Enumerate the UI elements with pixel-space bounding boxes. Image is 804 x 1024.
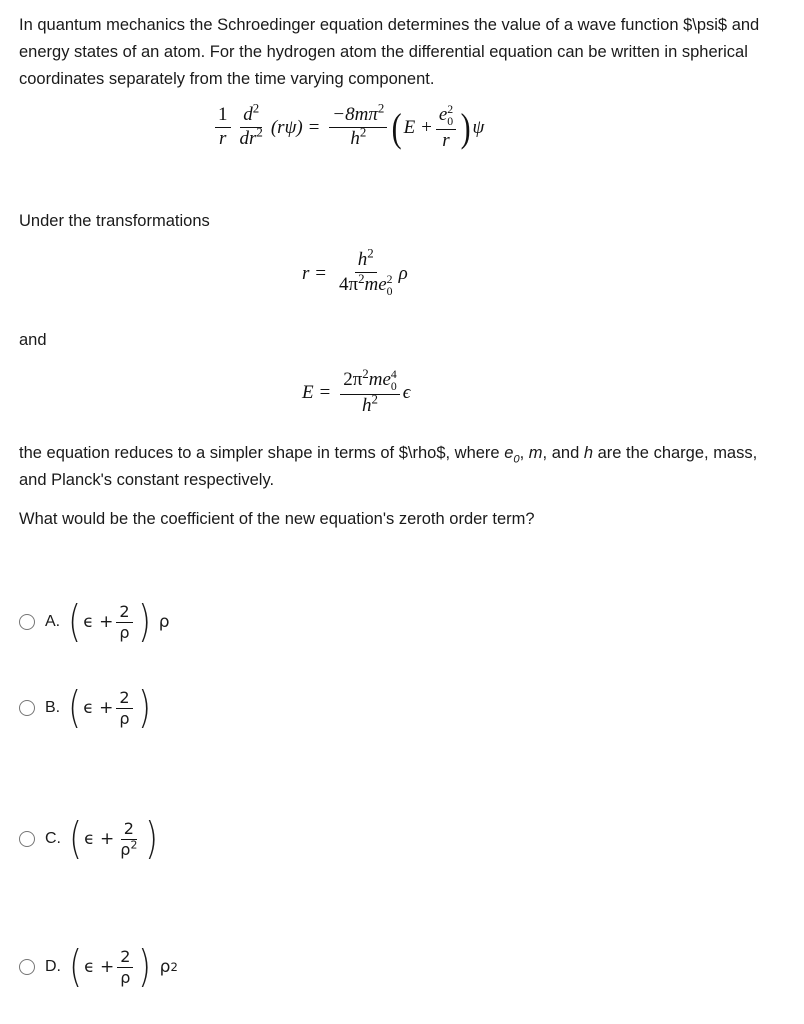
E-transformation: E = $2\pi^2me$ 4 0 $h^2$ ϵ [302,365,411,416]
question-intro: In quantum mechanics the Schroedinger equation determines the value of a wave function $\psi$ and energy states of an atom. For the hydrogen atom the differential equation can be written in spherical coordinates separately from the time varying component. [19,16,760,88]
option-d-expression: ( ϵ + $\frac{2}{\rho}$ ) ρ 2 [69,941,178,992]
option-d-radio[interactable] [19,959,35,975]
question-prompt: What would be the coefficient of the new equation's zeroth order term? [19,510,535,528]
option-c[interactable]: C. ( ϵ + $\frac{2}{\rho^2}$ ) [19,817,161,861]
option-c-expression: ( ϵ + $\frac{2}{\rho^2}$ ) [69,813,159,864]
one-over-r: $\frac{1}{r}$ [215,105,231,150]
option-b[interactable]: B. ( ϵ + $\frac{2}{\rho}$ ) [19,686,153,730]
r-transformation: r = $h^2$ $4\pi^2me$ 2 0 ρ [302,245,408,298]
and-label: and [19,331,47,349]
transformations-label: Under the transformations [19,212,210,230]
option-b-expression: ( ϵ + $\frac{2}{\rho}$ ) [68,682,151,733]
option-d[interactable]: D. ( ϵ + $\frac{2}{\rho}$ ) ρ 2 [19,945,178,989]
option-a-radio[interactable] [19,614,35,630]
option-a-expression: ( ϵ + $\frac{2}{\rho}$ ) ρ [68,596,170,647]
e0-squared-over-r: e 2 0 r [436,104,456,151]
option-b-radio[interactable] [19,700,35,716]
schroedinger-equation: $\frac{1}{r}$ $\frac{d^2}{dr^2}$ (rψ) = $\frac{-8m\pi^2}{h^2}$ ( E + e 2 0 r ) ψ [212,104,484,151]
reduction-text: the equation reduces to a simpler shape in terms of $\rho$, where $e_0$, m, and h are the charge, mass, and Planck's constant respectively. [19,444,758,489]
rhs-coefficient: $\frac{-8m\pi^2}{h^2}$ [329,105,387,150]
option-c-radio[interactable] [19,831,35,847]
second-derivative: $\frac{d^2}{dr^2}$ [239,101,263,150]
option-a[interactable]: A. ( ϵ + $\frac{2}{\rho}$ ) ρ [19,600,170,644]
